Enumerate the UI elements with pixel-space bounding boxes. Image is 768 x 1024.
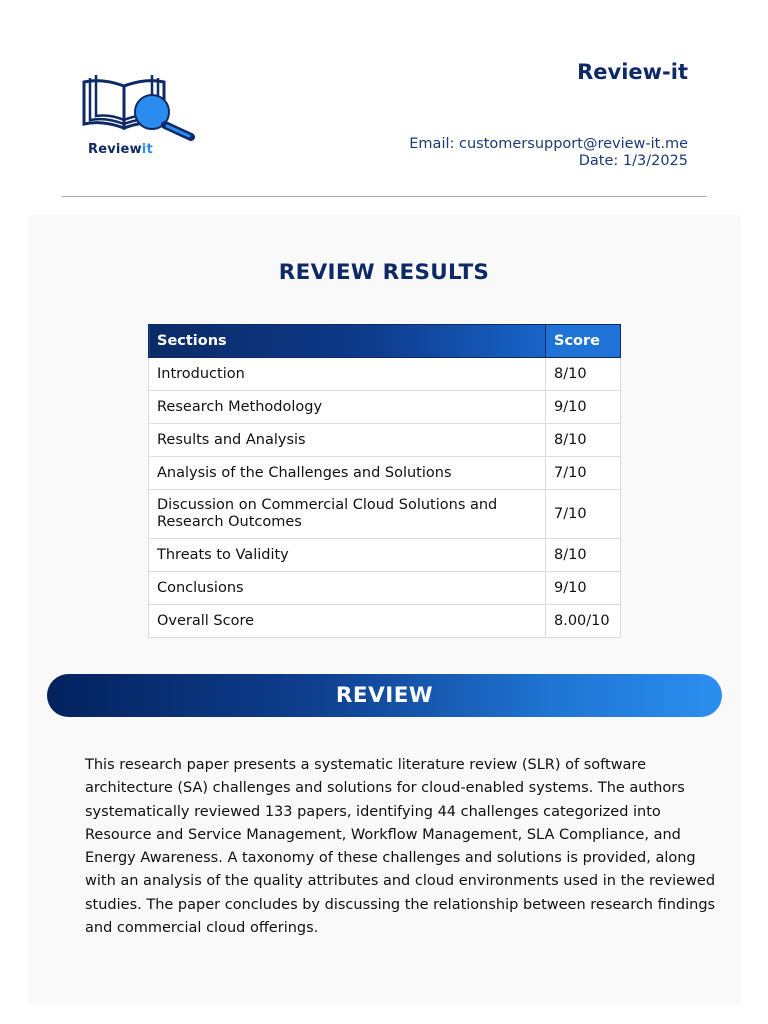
column-header-score: Score [546, 325, 621, 358]
section-cell: Overall Score [149, 605, 546, 638]
score-cell: 8/10 [546, 539, 621, 572]
section-cell: Introduction [149, 358, 546, 391]
score-cell: 8/10 [546, 358, 621, 391]
section-cell: Results and Analysis [149, 424, 546, 457]
table-row [149, 391, 621, 424]
score-cell: 8/10 [546, 424, 621, 457]
logo-wordmark-accent: it [141, 142, 153, 157]
table-header-row [149, 325, 621, 358]
table-row [149, 490, 621, 539]
score-cell: 9/10 [546, 572, 621, 605]
score-cell: 8.00/10 [546, 605, 621, 638]
date-line: Date: 1/3/2025 [578, 153, 688, 169]
section-cell: Discussion on Commercial Cloud Solutions and Research Outcomes [149, 490, 546, 539]
logo-wordmark-main: Review [88, 142, 142, 157]
contact-info [409, 136, 688, 170]
table-row [149, 457, 621, 490]
section-cell: Research Methodology [149, 391, 546, 424]
table-row [149, 424, 621, 457]
review-body: This research paper presents a systematic literature review (SLR) of software architecture (SA) challenges and solutions for cloud-enabled systems. The authors systematically reviewed 133 papers, identifying 44 challenges categorized into Resource and Service Management, Workflow Management, SLA Compliance, and Energy Awareness. A taxonomy of these challenges and solutions is provided, along with an analysis of the quality attributes and cloud environments used in the reviewed studies. The paper concludes by discussing the relationship between research findings and commercial cloud offerings. [85, 757, 716, 937]
section-cell: Conclusions [149, 572, 546, 605]
table-row [149, 539, 621, 572]
table-row [149, 572, 621, 605]
results-title: REVIEW RESULTS [278, 260, 490, 285]
logo-wordmark [88, 142, 153, 157]
column-header-sections: Sections [149, 325, 546, 358]
section-cell: Threats to Validity [149, 539, 546, 572]
table-row [149, 605, 621, 638]
score-cell: 9/10 [546, 391, 621, 424]
scores-table [148, 324, 621, 638]
brand-title: Review-it [577, 60, 688, 84]
section-cell: Analysis of the Challenges and Solutions [149, 457, 546, 490]
score-cell: 7/10 [546, 457, 621, 490]
header-divider [62, 196, 707, 197]
score-cell: 7/10 [546, 490, 621, 539]
email-line: Email: customersupport@review-it.me [409, 136, 688, 152]
table-row [149, 358, 621, 391]
review-banner: REVIEW [47, 674, 722, 717]
